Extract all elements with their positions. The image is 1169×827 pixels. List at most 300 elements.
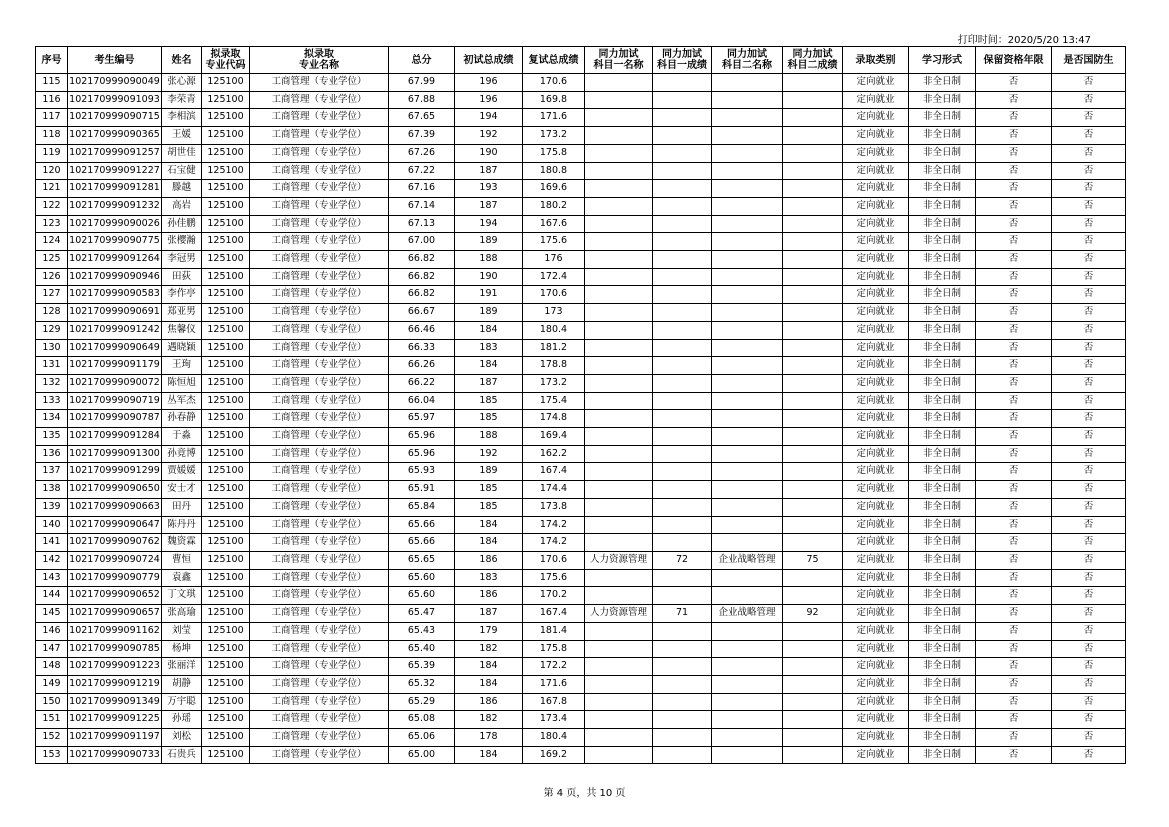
table-cell <box>712 516 783 534</box>
table-cell: 102170999090733 <box>68 746 162 764</box>
table-cell: 180.4 <box>523 321 585 339</box>
table-cell: 181.4 <box>523 622 585 640</box>
table-cell: 孙竟博 <box>162 445 202 463</box>
table-cell: 定向就业 <box>843 498 909 516</box>
table-cell: 否 <box>1052 410 1126 428</box>
table-cell: 否 <box>1052 693 1126 711</box>
table-cell <box>712 693 783 711</box>
table-cell: 125100 <box>202 374 250 392</box>
table-cell: 67.00 <box>389 233 455 251</box>
table-cell: 65.66 <box>389 516 455 534</box>
table-cell <box>783 127 843 145</box>
table-cell: 125100 <box>202 215 250 233</box>
table-cell: 非全日制 <box>909 144 976 162</box>
table-cell: 企业战略管理 <box>712 551 783 569</box>
table-cell <box>783 445 843 463</box>
table-cell: 184 <box>455 534 523 552</box>
table-cell <box>585 516 653 534</box>
table-cell: 102170999091264 <box>68 251 162 269</box>
table-cell: 否 <box>1052 251 1126 269</box>
table-cell: 192 <box>455 127 523 145</box>
table-cell: 134 <box>36 410 68 428</box>
table-cell <box>653 286 712 304</box>
table-cell: 144 <box>36 587 68 605</box>
table-cell: 181.2 <box>523 339 585 357</box>
table-cell <box>585 233 653 251</box>
table-cell <box>712 746 783 764</box>
table-row <box>36 516 1126 534</box>
table-cell: 定向就业 <box>843 587 909 605</box>
table-row <box>36 339 1126 357</box>
table-cell: 142 <box>36 551 68 569</box>
table-cell: 否 <box>976 109 1052 127</box>
table-cell: 否 <box>1052 587 1126 605</box>
table-cell <box>653 144 712 162</box>
table-cell: 非全日制 <box>909 640 976 658</box>
table-cell: 人力资源管理 <box>585 605 653 623</box>
table-cell: 工商管理（专业学位） <box>250 675 389 693</box>
table-cell: 工商管理（专业学位） <box>250 374 389 392</box>
table-cell: 174.4 <box>523 481 585 499</box>
table-cell <box>585 109 653 127</box>
table-cell: 工商管理（专业学位） <box>250 197 389 215</box>
table-cell: 刘莹 <box>162 622 202 640</box>
table-cell: 田丹 <box>162 498 202 516</box>
table-cell: 125100 <box>202 197 250 215</box>
table-cell: 67.39 <box>389 127 455 145</box>
table-cell: 工商管理（专业学位） <box>250 321 389 339</box>
table-cell: 65.00 <box>389 746 455 764</box>
table-cell <box>653 445 712 463</box>
table-cell: 定向就业 <box>843 321 909 339</box>
table-cell: 148 <box>36 658 68 676</box>
table-cell: 否 <box>1052 127 1126 145</box>
table-cell: 张心源 <box>162 74 202 92</box>
table-cell: 否 <box>976 374 1052 392</box>
table-cell: 工商管理（专业学位） <box>250 127 389 145</box>
table-cell <box>712 180 783 198</box>
table-cell: 工商管理（专业学位） <box>250 516 389 534</box>
table-cell: 133 <box>36 392 68 410</box>
table-cell: 定向就业 <box>843 445 909 463</box>
table-cell: 188 <box>455 251 523 269</box>
table-cell <box>585 428 653 446</box>
table-row <box>36 197 1126 215</box>
column-header-line: 是否国防生 <box>1063 54 1114 66</box>
table-row <box>36 74 1126 92</box>
table-cell: 189 <box>455 304 523 322</box>
table-cell: 175.4 <box>523 392 585 410</box>
table-cell <box>712 711 783 729</box>
table-row <box>36 658 1126 676</box>
table-cell: 工商管理（专业学位） <box>250 693 389 711</box>
table-cell: 丛军杰 <box>162 392 202 410</box>
table-cell: 非全日制 <box>909 215 976 233</box>
table-cell: 187 <box>455 374 523 392</box>
table-cell: 定向就业 <box>843 339 909 357</box>
table-cell: 65.40 <box>389 640 455 658</box>
table-cell: 67.88 <box>389 91 455 109</box>
table-cell: 定向就业 <box>843 428 909 446</box>
table-cell <box>783 233 843 251</box>
table-row <box>36 481 1126 499</box>
table-cell: 孙佳鹏 <box>162 215 202 233</box>
table-cell <box>712 233 783 251</box>
table-cell: 否 <box>976 74 1052 92</box>
column-header <box>783 47 843 74</box>
table-cell: 否 <box>1052 605 1126 623</box>
table-row <box>36 746 1126 764</box>
table-cell: 65.91 <box>389 481 455 499</box>
table-cell: 王珣 <box>162 357 202 375</box>
table-cell <box>585 374 653 392</box>
table-cell: 非全日制 <box>909 587 976 605</box>
table-cell: 169.2 <box>523 746 585 764</box>
table-row <box>36 410 1126 428</box>
column-header-line: 序号 <box>41 54 62 66</box>
table-cell: 非全日制 <box>909 605 976 623</box>
table-cell: 魏资霖 <box>162 534 202 552</box>
table-cell: 125100 <box>202 445 250 463</box>
table-cell: 定向就业 <box>843 605 909 623</box>
table-cell <box>653 498 712 516</box>
table-cell: 183 <box>455 569 523 587</box>
table-cell: 非全日制 <box>909 516 976 534</box>
table-cell <box>783 180 843 198</box>
table-cell: 170.6 <box>523 286 585 304</box>
table-cell: 定向就业 <box>843 729 909 747</box>
table-cell: 102170999090657 <box>68 605 162 623</box>
table-cell: 定向就业 <box>843 127 909 145</box>
table-cell: 定向就业 <box>843 746 909 764</box>
table-cell: 定向就业 <box>843 675 909 693</box>
table-cell: 定向就业 <box>843 516 909 534</box>
table-cell: 167.4 <box>523 463 585 481</box>
table-cell: 65.97 <box>389 410 455 428</box>
table-row <box>36 215 1126 233</box>
table-cell <box>783 197 843 215</box>
column-header-line: 录取类别 <box>855 54 896 66</box>
column-header-line: 初试总成绩 <box>463 54 514 66</box>
table-cell <box>585 534 653 552</box>
table-cell: 否 <box>976 622 1052 640</box>
table-cell <box>585 675 653 693</box>
table-cell: 工商管理（专业学位） <box>250 534 389 552</box>
column-header <box>250 47 389 74</box>
table-cell: 定向就业 <box>843 91 909 109</box>
table-row <box>36 127 1126 145</box>
table-cell: 102170999091257 <box>68 144 162 162</box>
table-cell: 173 <box>523 304 585 322</box>
table-cell: 非全日制 <box>909 304 976 322</box>
table-cell <box>653 534 712 552</box>
column-header <box>653 47 712 74</box>
table-cell <box>712 445 783 463</box>
column-header <box>162 47 202 74</box>
table-cell: 125100 <box>202 481 250 499</box>
table-cell: 否 <box>1052 551 1126 569</box>
table-cell <box>712 463 783 481</box>
table-cell: 65.96 <box>389 445 455 463</box>
table-cell: 工商管理（专业学位） <box>250 640 389 658</box>
table-cell <box>653 162 712 180</box>
table-cell: 102170999090026 <box>68 215 162 233</box>
table-cell <box>653 74 712 92</box>
table-cell: 102170999090649 <box>68 339 162 357</box>
table-cell <box>585 569 653 587</box>
table-cell: 杨坤 <box>162 640 202 658</box>
table-cell: 125100 <box>202 569 250 587</box>
table-row <box>36 233 1126 251</box>
table-cell: 否 <box>1052 162 1126 180</box>
table-cell: 否 <box>976 693 1052 711</box>
table-cell <box>783 534 843 552</box>
column-header-line: 同力加试 <box>792 49 833 60</box>
table-cell: 非全日制 <box>909 481 976 499</box>
table-cell: 125100 <box>202 410 250 428</box>
table-cell: 125100 <box>202 144 250 162</box>
table-cell: 否 <box>976 587 1052 605</box>
table-cell: 187 <box>455 605 523 623</box>
table-cell: 102170999090724 <box>68 551 162 569</box>
table-cell <box>783 286 843 304</box>
table-cell <box>585 286 653 304</box>
table-cell: 102170999090719 <box>68 392 162 410</box>
table-cell <box>585 587 653 605</box>
table-cell <box>783 251 843 269</box>
table-cell: 非全日制 <box>909 109 976 127</box>
header-row <box>36 47 1126 74</box>
table-cell: 否 <box>1052 180 1126 198</box>
table-cell: 非全日制 <box>909 180 976 198</box>
table-cell: 66.46 <box>389 321 455 339</box>
table-cell: 102170999091223 <box>68 658 162 676</box>
table-cell: 工商管理（专业学位） <box>250 569 389 587</box>
table-cell: 工商管理（专业学位） <box>250 162 389 180</box>
table-cell: 定向就业 <box>843 180 909 198</box>
table-cell <box>585 463 653 481</box>
table-cell: 石宝健 <box>162 162 202 180</box>
table-cell <box>712 215 783 233</box>
table-cell: 102170999091300 <box>68 445 162 463</box>
table-cell <box>653 516 712 534</box>
table-cell: 否 <box>1052 339 1126 357</box>
table-cell: 否 <box>976 162 1052 180</box>
table-cell: 65.60 <box>389 569 455 587</box>
table-cell <box>585 357 653 375</box>
table-cell: 102170999090779 <box>68 569 162 587</box>
table-cell: 102170999090647 <box>68 516 162 534</box>
table-cell: 否 <box>1052 711 1126 729</box>
table-cell: 工商管理（专业学位） <box>250 498 389 516</box>
column-header-line: 科目二名称 <box>722 60 772 71</box>
table-cell: 102170999090650 <box>68 481 162 499</box>
table-cell: 65.93 <box>389 463 455 481</box>
table-cell: 定向就业 <box>843 693 909 711</box>
table-cell: 135 <box>36 428 68 446</box>
table-cell: 67.22 <box>389 162 455 180</box>
table-row <box>36 640 1126 658</box>
table-cell: 178 <box>455 729 523 747</box>
table-cell: 否 <box>976 127 1052 145</box>
table-cell: 65.47 <box>389 605 455 623</box>
table-cell <box>783 498 843 516</box>
table-cell: 169.4 <box>523 428 585 446</box>
table-cell: 非全日制 <box>909 622 976 640</box>
table-cell: 工商管理（专业学位） <box>250 286 389 304</box>
table-cell: 123 <box>36 215 68 233</box>
table-row <box>36 374 1126 392</box>
table-cell: 65.66 <box>389 534 455 552</box>
table-cell: 否 <box>1052 215 1126 233</box>
table-cell: 102170999090775 <box>68 233 162 251</box>
table-cell: 192 <box>455 445 523 463</box>
table-cell: 182 <box>455 640 523 658</box>
table-row <box>36 551 1126 569</box>
table-cell: 125100 <box>202 321 250 339</box>
table-cell: 张樱瀚 <box>162 233 202 251</box>
table-cell <box>585 640 653 658</box>
table-cell: 180.8 <box>523 162 585 180</box>
table-cell <box>712 675 783 693</box>
table-cell: 滕越 <box>162 180 202 198</box>
table-cell: 万宇聪 <box>162 693 202 711</box>
table-cell: 否 <box>1052 197 1126 215</box>
table-cell <box>783 622 843 640</box>
table-cell <box>653 729 712 747</box>
table-cell: 非全日制 <box>909 127 976 145</box>
table-cell: 125 <box>36 251 68 269</box>
column-header <box>455 47 523 74</box>
table-cell: 125100 <box>202 711 250 729</box>
table-cell: 非全日制 <box>909 746 976 764</box>
table-row <box>36 304 1126 322</box>
table-cell: 否 <box>976 569 1052 587</box>
table-cell: 否 <box>976 640 1052 658</box>
table-cell: 定向就业 <box>843 197 909 215</box>
table-cell: 170.6 <box>523 74 585 92</box>
table-cell: 185 <box>455 392 523 410</box>
table-cell: 138 <box>36 481 68 499</box>
table-cell: 175.8 <box>523 640 585 658</box>
table-cell: 65.29 <box>389 693 455 711</box>
table-row <box>36 251 1126 269</box>
table-cell: 131 <box>36 357 68 375</box>
table-cell <box>783 357 843 375</box>
table-cell: 否 <box>1052 286 1126 304</box>
table-cell: 117 <box>36 109 68 127</box>
table-cell: 否 <box>1052 498 1126 516</box>
table-cell: 定向就业 <box>843 144 909 162</box>
table-cell: 定向就业 <box>843 622 909 640</box>
table-cell: 141 <box>36 534 68 552</box>
table-cell <box>712 587 783 605</box>
table-cell <box>783 374 843 392</box>
table-cell: 102170999091162 <box>68 622 162 640</box>
table-cell: 66.67 <box>389 304 455 322</box>
table-cell: 150 <box>36 693 68 711</box>
table-cell: 工商管理（专业学位） <box>250 109 389 127</box>
table-cell: 工商管理（专业学位） <box>250 233 389 251</box>
table-cell: 102170999090663 <box>68 498 162 516</box>
column-header-line: 科目二成绩 <box>787 60 838 71</box>
table-row <box>36 693 1126 711</box>
table-cell <box>585 445 653 463</box>
column-header-line: 考生编号 <box>94 54 135 66</box>
table-cell: 否 <box>1052 729 1126 747</box>
table-row <box>36 357 1126 375</box>
table-cell: 191 <box>455 286 523 304</box>
table-row <box>36 569 1126 587</box>
table-cell: 118 <box>36 127 68 145</box>
table-cell <box>585 481 653 499</box>
table-cell: 66.82 <box>389 286 455 304</box>
table-cell <box>712 534 783 552</box>
table-cell: 李荣青 <box>162 91 202 109</box>
table-row <box>36 180 1126 198</box>
table-cell: 176 <box>523 251 585 269</box>
table-cell: 非全日制 <box>909 339 976 357</box>
table-cell: 102170999090715 <box>68 109 162 127</box>
table-cell: 125100 <box>202 180 250 198</box>
table-cell: 102170999091349 <box>68 693 162 711</box>
table-cell: 否 <box>976 321 1052 339</box>
table-cell: 否 <box>976 357 1052 375</box>
table-cell <box>712 162 783 180</box>
table-cell: 92 <box>783 605 843 623</box>
table-cell: 189 <box>455 463 523 481</box>
table-cell: 工商管理（专业学位） <box>250 658 389 676</box>
table-cell: 定向就业 <box>843 251 909 269</box>
column-header <box>712 47 783 74</box>
table-cell: 否 <box>1052 233 1126 251</box>
table-cell: 136 <box>36 445 68 463</box>
table-cell <box>783 463 843 481</box>
table-cell <box>712 658 783 676</box>
table-cell: 67.26 <box>389 144 455 162</box>
table-cell <box>585 498 653 516</box>
table-cell: 孙春静 <box>162 410 202 428</box>
table-cell: 125100 <box>202 640 250 658</box>
table-cell: 185 <box>455 481 523 499</box>
table-cell: 定向就业 <box>843 463 909 481</box>
table-cell <box>712 321 783 339</box>
table-cell <box>585 215 653 233</box>
table-cell: 102170999091197 <box>68 729 162 747</box>
table-cell <box>653 569 712 587</box>
table-cell: 67.99 <box>389 74 455 92</box>
table-cell: 工商管理（专业学位） <box>250 622 389 640</box>
table-cell: 陈丹丹 <box>162 516 202 534</box>
table-cell: 67.13 <box>389 215 455 233</box>
table-cell <box>653 428 712 446</box>
table-cell: 工商管理（专业学位） <box>250 180 389 198</box>
table-cell: 否 <box>1052 304 1126 322</box>
table-row <box>36 268 1126 286</box>
table-cell <box>783 481 843 499</box>
table-cell <box>585 144 653 162</box>
table-cell: 否 <box>1052 374 1126 392</box>
table-cell <box>653 91 712 109</box>
table-cell: 151 <box>36 711 68 729</box>
table-cell <box>783 675 843 693</box>
table-cell <box>653 410 712 428</box>
table-cell: 66.04 <box>389 392 455 410</box>
table-cell: 174.2 <box>523 534 585 552</box>
table-cell: 125100 <box>202 729 250 747</box>
table-cell: 125100 <box>202 233 250 251</box>
table-cell <box>783 321 843 339</box>
